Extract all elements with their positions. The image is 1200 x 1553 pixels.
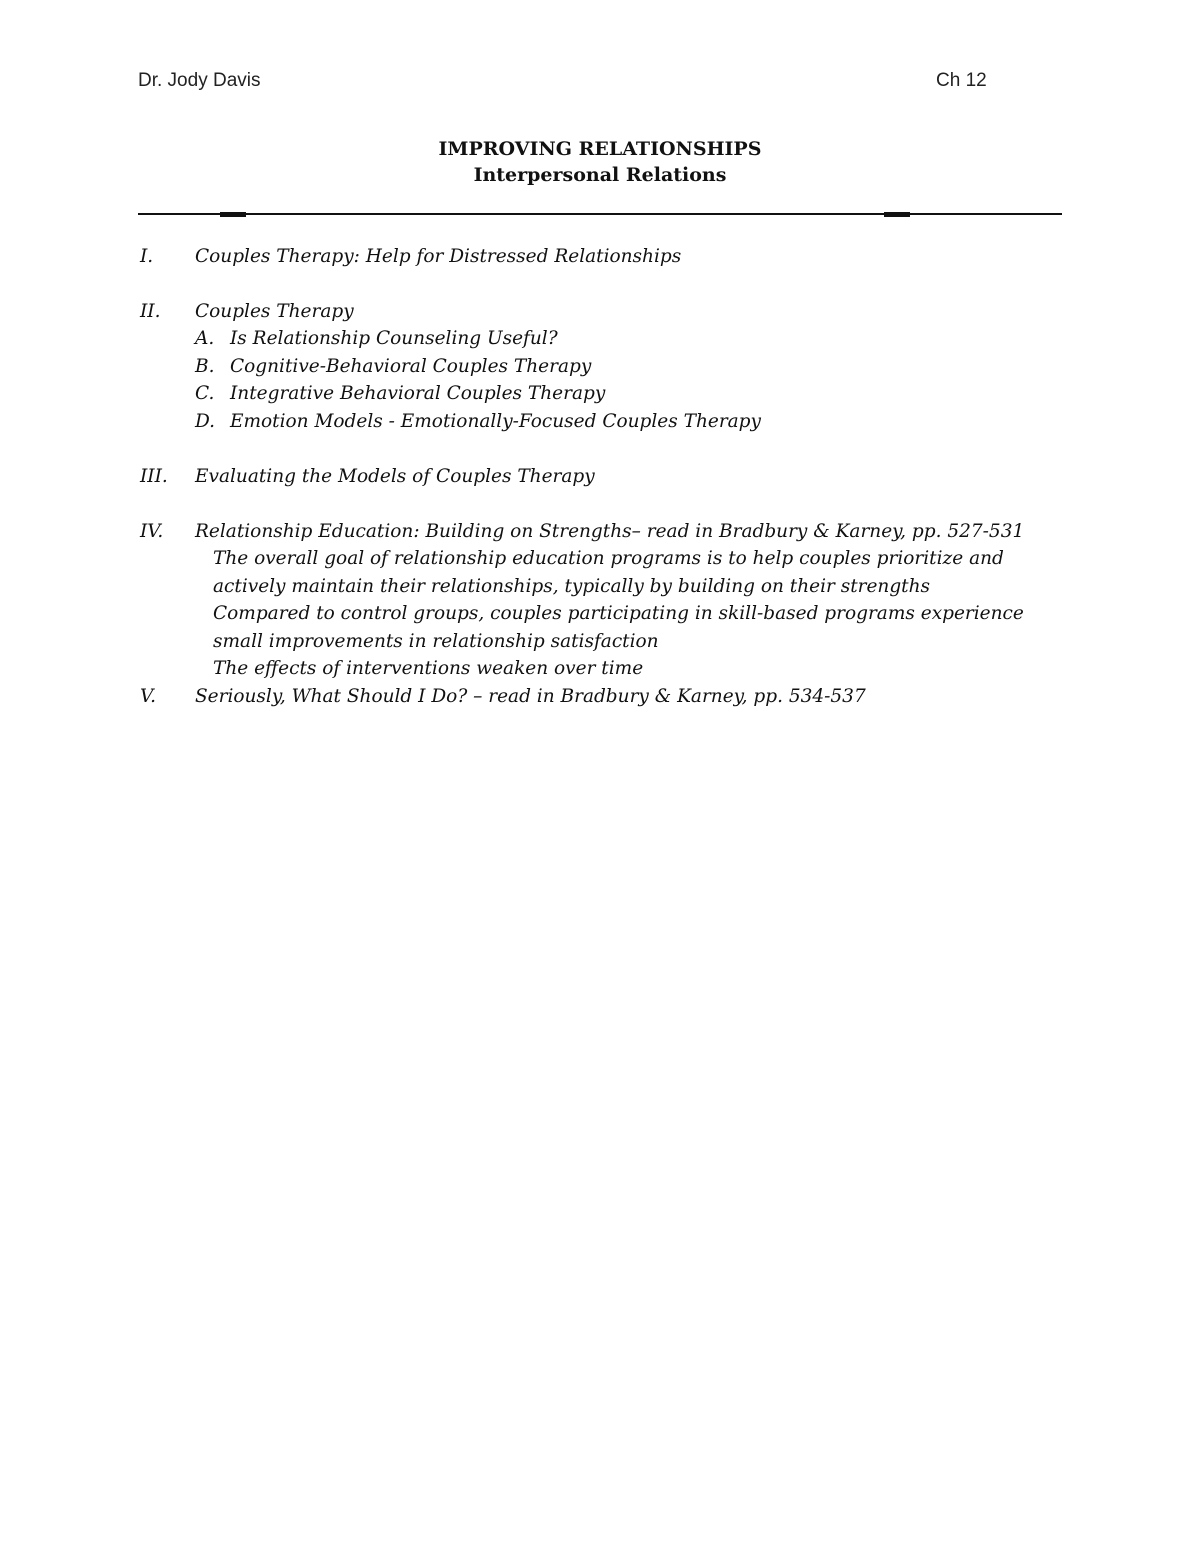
outline-letter: A. — [195, 328, 215, 349]
outline-numeral: IV. — [140, 521, 164, 542]
outline-subtext: Is Relationship Counseling Useful? — [230, 328, 558, 349]
document-title: IMPROVING RELATIONSHIPS — [438, 138, 762, 160]
outline-text: Relationship Education: Building on Strengths– read in Bradbury & Karney, pp. 527-531 — [195, 521, 1025, 542]
outline-subtext: Cognitive-Behavioral Couples Therapy — [230, 356, 592, 377]
divider-tab-left — [220, 212, 246, 217]
outline-numeral: V. — [140, 686, 157, 707]
outline-text: Couples Therapy — [195, 301, 354, 322]
outline-numeral: I. — [140, 246, 154, 267]
outline-text: Couples Therapy: Help for Distressed Relationships — [195, 246, 682, 267]
outline-subtext: Integrative Behavioral Couples Therapy — [230, 383, 606, 404]
outline-numeral: III. — [140, 466, 168, 487]
outline-note-text: actively maintain their relationships, typically by building on their strengths — [213, 576, 931, 597]
outline-text: Evaluating the Models of Couples Therapy — [195, 466, 595, 487]
outline-note-text: The overall goal of relationship education programs is to help couples prioritize and — [213, 548, 1004, 569]
outline-letter: C. — [195, 383, 215, 404]
header-chapter: Ch 12 — [936, 70, 987, 91]
divider-tab-right — [884, 212, 910, 217]
document-subtitle: Interpersonal Relations — [473, 164, 727, 186]
outline-text: Seriously, What Should I Do? – read in Bradbury & Karney, pp. 534-537 — [195, 686, 866, 707]
outline-numeral: II. — [140, 301, 161, 322]
outline-letter: D. — [195, 411, 216, 432]
outline-note-text: small improvements in relationship satisfaction — [213, 631, 659, 652]
title-divider — [138, 213, 1062, 215]
outline-letter: B. — [195, 356, 215, 377]
outline-note-text: The effects of interventions weaken over time — [213, 658, 644, 679]
outline-note-text: Compared to control groups, couples participating in skill-based programs experience — [213, 603, 1024, 624]
header-author: Dr. Jody Davis — [138, 70, 261, 91]
outline-subtext: Emotion Models - Emotionally-Focused Couples Therapy — [230, 411, 761, 432]
